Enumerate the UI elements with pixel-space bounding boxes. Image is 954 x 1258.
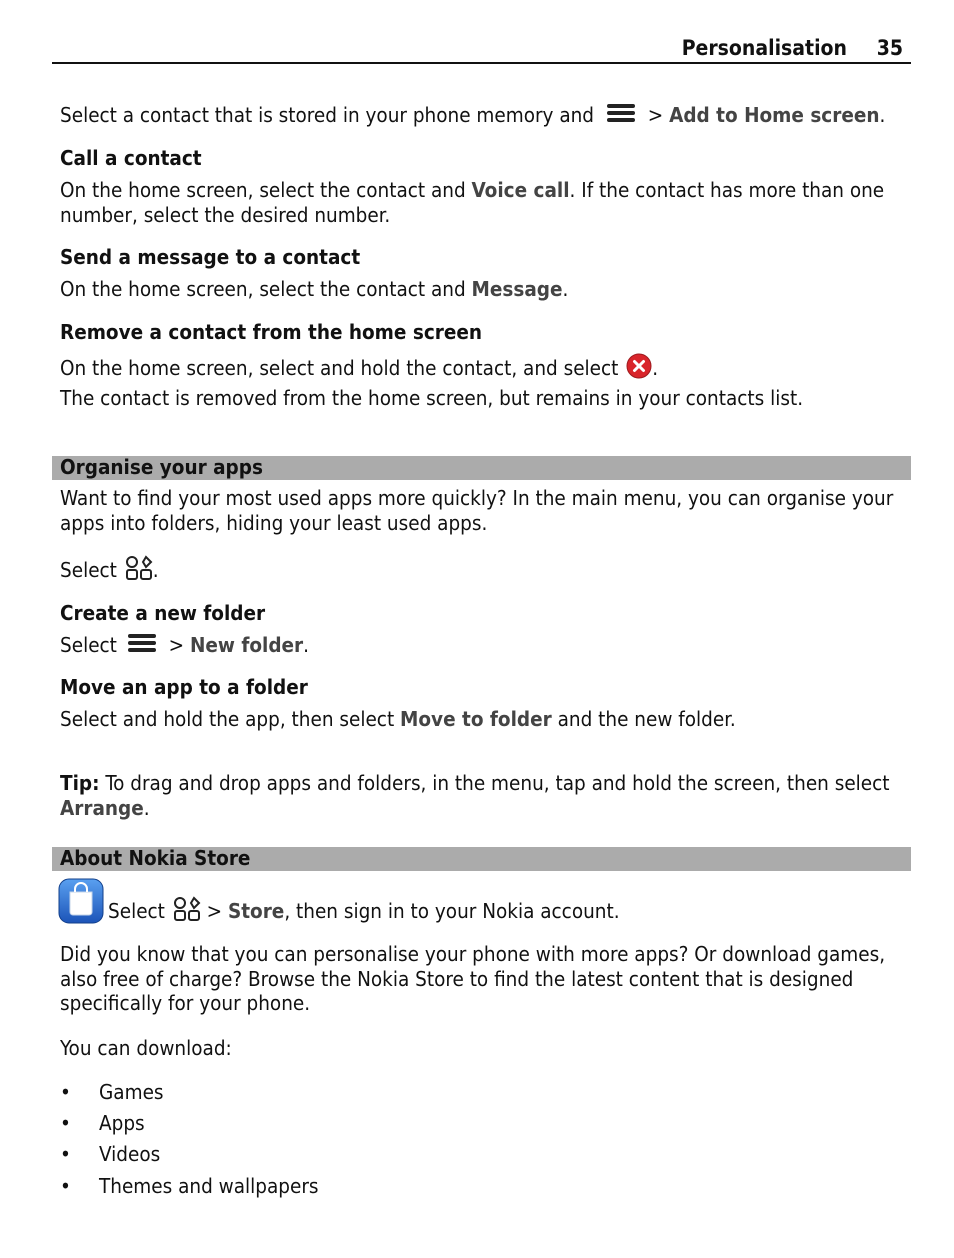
nokia-store-section-bar: [52, 847, 911, 871]
store-select-line: Select > Store, then sign in to your Nokia account.: [108, 896, 908, 928]
call-contact-heading: Call a contact: [60, 146, 202, 170]
create-folder-text: Select > New folder.: [60, 632, 910, 660]
create-folder-heading: Create a new folder: [60, 601, 266, 625]
call-contact-text: On the home screen, select the contact and Voice call. If the contact has more than one number, select the desired number.: [60, 178, 885, 227]
add-to-home-screen-label: Add to Home screen: [669, 102, 880, 127]
nokia-store-heading: About Nokia Store: [60, 846, 251, 870]
menu-icon: [127, 632, 157, 660]
send-message-text: On the home screen, select the contact and Message.: [60, 277, 569, 301]
bullet: •: [60, 1174, 71, 1198]
intro-text: Select a contact that is stored in your phone memory and: [60, 102, 595, 127]
apps-grid-icon: [125, 555, 153, 587]
remove-contact-heading: Remove a contact from the home screen: [60, 320, 483, 344]
arrange-label: Arrange: [60, 795, 144, 820]
tip-paragraph: Tip: To drag and drop apps and folders, in the menu, tap and hold the screen, then select Arrange.: [60, 771, 890, 820]
voice-call-label: Voice call: [471, 178, 570, 202]
page-number: 35: [876, 36, 903, 60]
organise-select-line: Select .: [60, 555, 910, 587]
menu-icon: [606, 102, 636, 130]
section-title: Personalisation: [681, 36, 847, 60]
organise-apps-heading: Organise your apps: [60, 455, 263, 479]
move-app-text: Select and hold the app, then select Move to folder and the new folder.: [60, 707, 736, 731]
organise-apps-section-bar: [52, 456, 911, 480]
apps-grid-icon: [173, 896, 201, 928]
manual-page: Personalisation 35 Select a contact that is stored in your phone memory and > Add to Home screen. Call a contact On the home screen, select the contact and Voice call. If the contact has more than one number, select the desired number. Send a message to a contact On the home screen, select the contact and Message. Remove a contact from the home screen On the home screen, select and hold the contact, and select . The contact is removed from the home screen, but remains in your contacts list. Organise your apps Want to find your most used apps more quickly? In the main menu, you can organise your apps into folders, hiding your least used apps. Select . Create a new folder Select > New folder. Move an app to a folder Select and hold the app, then select Move to folder and the new folder. Tip: To drag and drop apps and folders, in the menu, tap and hold the screen, then select Arrange. About Nokia Store Select > Store, then sign in to your Nokia account. Did you know that you can personalise your phone with more apps? Or download games, also free of charge? Browse the Nokia Store to find the latest content that is designed specifically for your phone. You can download: • Games • Apps • Videos • Themes and wallpapers: [0, 0, 954, 1258]
bullet: •: [60, 1111, 71, 1135]
store-download-intro: You can download:: [60, 1036, 232, 1060]
new-folder-label: New folder: [189, 632, 304, 657]
organise-apps-intro: Want to find your most used apps more quickly? In the main menu, you can organise your apps into folders, hiding your least used apps.: [60, 486, 894, 535]
message-label: Message: [471, 277, 563, 301]
remove-contact-note: The contact is removed from the home screen, but remains in your contacts list.: [60, 386, 804, 410]
nokia-store-bag-icon: [58, 878, 104, 928]
send-message-heading: Send a message to a contact: [60, 245, 361, 269]
page-header: [52, 30, 911, 64]
bullet: •: [60, 1080, 71, 1104]
remove-red-x-icon: [626, 353, 652, 385]
intro-paragraph: Select a contact that is stored in your phone memory and > Add to Home screen.: [60, 102, 910, 130]
remove-contact-text: On the home screen, select and hold the contact, and select .: [60, 353, 910, 385]
store-description: Did you know that you can personalise your phone with more apps? Or download games, also free of charge? Browse the Nokia Store to find the latest content that is designed specifically for your phone.: [60, 942, 886, 1015]
move-to-folder-label: Move to folder: [400, 707, 552, 731]
bullet: •: [60, 1142, 71, 1166]
tip-label: Tip:: [60, 771, 100, 795]
move-app-heading: Move an app to a folder: [60, 675, 308, 699]
store-label: Store: [227, 898, 285, 923]
